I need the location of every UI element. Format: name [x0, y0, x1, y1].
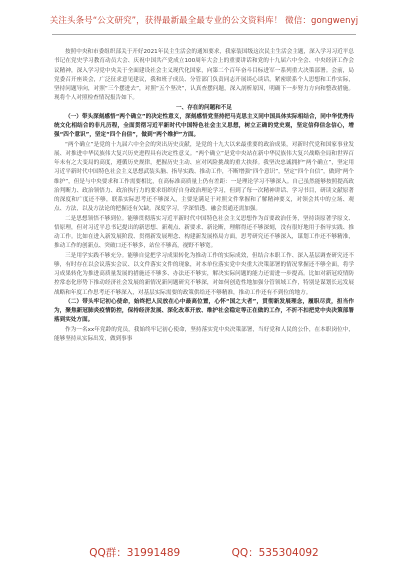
subsection-heading-2: （二）带头牢记初心使命，始终把人民放在心中最高位置，心怀“国之大者”，贯彻新发展理念，履职尽责，担当作为，聚焦新冠肺炎疫情防控，保持经济发展、深化改革开放、维护社会稳定等正在做的工作，不折不扣把党中央决策部署落到实处方面。 [54, 298, 354, 324]
subsection-heading-1: （一）带头深刻感悟“两个确立”的决定性意义，深刻感悟党坚持把马克思主义同中国具体实际相结合，同中华优秀传统文化相结合的非凡历程，全面贯彻习近平新时代中国特色社会主义思想，树立正确的党史观，坚定信仰信念信心，增强“四个意识”，坚定“四个自信”，做到“两个维护”方面。 [54, 113, 354, 139]
header-divider [52, 34, 356, 35]
qq-group-label: QQ群：31991489 [89, 547, 181, 559]
body-paragraph: “两个确立”是党的十九届六中全会的突出历史贡献，是党的十九大以来最重要的政治成果，对新时代党和国家事业发展、对推进中华民族伟大复兴历史进程具有决定性意义。“两个确立”是党中央站在新中华民族伟大复兴战略全局和世界百年未有之大变局的高度，遵循历史规律，把握历史主动、应对风险挑战的重大抉择。我坚决忠诚拥护“两个确立”，坚定用习近平新时代中国特色社会主义思想武装头脑、指导实践、推动工作，不断增强“四个意识”，坚定“四个自信”，做到“两个维护”，但是与中央要求和工作需要相比，在高标准高质量上仍有差距：一是理论学习不够深入。自己虽然能够按照提高政治判断力、政治领悟力、政治执行力的要求组织好自身政治理论学习，但到了每一次精神讲话、学习书目，研读文献原著的深度和广度还不够，联系实际思考还不够深入，主要是满足于对照文件掌握和了解精神要义，对领会其中的立场、观点、方法，以及方法论的把握还有欠缺。深度学习，学深悟透、融会贯通还需加强。 [54, 141, 354, 213]
body-paragraph: 三是用学实践不够充分。能够自觉把学习成果转化为推动工作的实际成效，但结合本职工作、深入基层调查研究还不够，有时存在以会议落实会议、以文件落实文件的现象，对本单位落实党中央重大决策部署的情况掌握还不够全面，将学习成果转化为推进高质量发展的措施还不够多、办法还不够实，解决实际问题的能力还需进一步提高。比如对新冠疫情防控常态化形势下推动经济社会发展的新情况新问题研究不够深，对如何创造性地加强分管领域工作，特别是谋划长远发展战略和年度工作思考还不够深入，对基层实际需要的政策供给还不够精准，推动工作还有不到位的地方。 [54, 252, 354, 296]
qq-contact-label: QQ：535304092 [231, 547, 319, 559]
document-footer [0, 545, 408, 560]
section-heading: 一、存在的问题和不足 [176, 104, 232, 111]
document-header-banner: 关注头条号“公文研究”，获得最新最全最专业的公文资料库！ 微信：gongwenyj [49, 16, 359, 26]
intro-paragraph: 按照中央和市委组织部关于开好2021年民主生活会的通知要求，我家装国级这次民主生活会主题，深入学习习近平总书记在党史学习教育动员大会、庆祝中国共产党成立100周年大会上的重要讲话和党的十九届六中全会、中央经济工作会议精神，深入学习党中央关于全面建设社会主义现代化国家，向第二个百年奋斗目标进军一系列重大决策部署。会前，局党委召开座谈会，广泛征求意见建议，我和班子成员、分管部门负责同志开展谈心谈话，紧密联系个人思想和工作实际，坚持问题导向，对照“三个摆进去”，对照“五个坚决”，认真查摆问题，深入剖析原因，明确下一步努力方向和整改措施。现将个人对照检查情况报告如下。 [54, 49, 354, 102]
document-body [54, 48, 354, 536]
body-paragraph: 二是思想领悟不够到位。能够贯彻落实习近平新时代中国特色社会主义思想作为首要政治任务，坚持读原著学原文、悟原理，但对习近平总书记提出的新思想、新观点、新要求、新论断，理解得还不够深刻，没有很好地用于指导实践、推动工作。比如在进入新发展阶段、贯彻新发展理念、构建新发展格局方面，思考研究还不够深入，谋划工作还不够精准，推动工作的创新点、突破口还不够多，站位不够高，视野不够宽。 [54, 215, 354, 250]
body-paragraph: 作为一名xx年党龄的党员，我始终牢记初心使命，坚持落实党中央决策部署，当好党和人民的公仆，在本职岗位中，能够坚持从实际出发，做到事事 [54, 326, 354, 342]
